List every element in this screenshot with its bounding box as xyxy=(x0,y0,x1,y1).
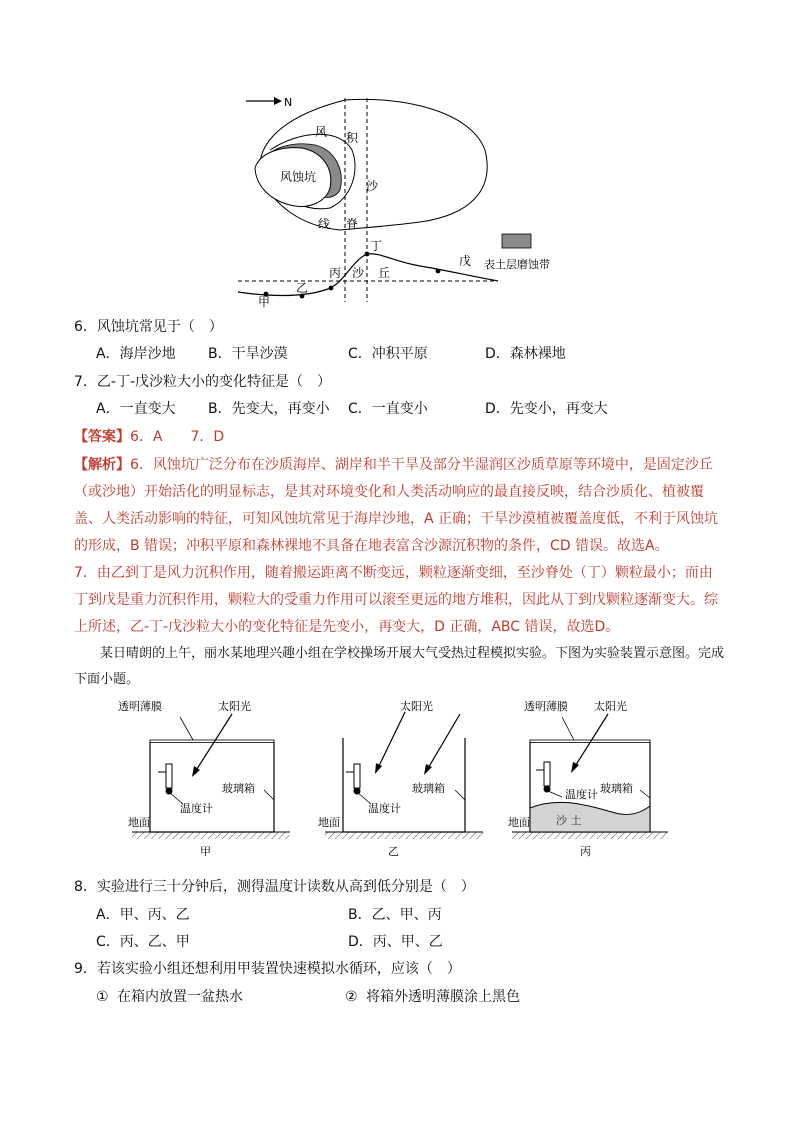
sand-soil xyxy=(530,802,650,832)
box-jia xyxy=(132,714,290,839)
point-wu xyxy=(436,269,441,274)
label-ji2: 脊 xyxy=(346,217,359,231)
name-bing: 丙 xyxy=(580,845,591,858)
q8-option-b[interactable]: B．乙、甲、丙 xyxy=(348,907,442,923)
thermometer-jia xyxy=(166,764,172,788)
thermo-label-bing: 温度计 xyxy=(565,788,598,801)
sunray-yi-1 xyxy=(378,712,405,768)
q8-option-a[interactable]: A．甲、丙、乙 xyxy=(96,907,190,923)
material-intro: 某日晴朗的上午，丽水某地理兴趣小组在学校操场开展大气受热过程模拟实验。下图为实验装置示意图。完成下面小题。 xyxy=(74,646,725,687)
label-yi: 乙 xyxy=(296,281,309,295)
label-wu: 戊 xyxy=(459,254,472,268)
legend-swatch xyxy=(502,234,531,248)
q7-option-d[interactable]: D．先变小，再变大 xyxy=(485,401,608,417)
box-yi xyxy=(325,712,483,839)
q7-option-c[interactable]: C．一直变小 xyxy=(348,401,428,417)
soil-label: 沙 土 xyxy=(556,814,582,827)
thermometer-bing xyxy=(544,762,550,786)
film-label-jia: 透明薄膜 xyxy=(118,700,162,713)
sunray-yi-2 xyxy=(427,714,460,770)
ground-bing xyxy=(512,832,668,839)
ground-yi xyxy=(325,832,483,839)
answer-text: 6．A 7．D xyxy=(130,429,225,445)
north-arrowhead xyxy=(274,97,282,105)
thermo-label-yi: 温度计 xyxy=(368,802,401,815)
label-feng: 风 xyxy=(315,125,328,139)
ground-jia xyxy=(132,832,290,839)
film-jia xyxy=(150,740,274,743)
analysis-p1 xyxy=(74,452,724,560)
sun-label-yi: 太阳光 xyxy=(400,700,433,713)
label-ji: 积 xyxy=(346,131,359,145)
label-jia: 甲 xyxy=(258,295,271,309)
label-pit: 风蚀坑 xyxy=(280,170,317,184)
analysis-p2: 7．由乙到丁是风力沉积作用，随着搬运距离不断变远，颗粒逐渐变细，至沙脊处（丁）颗粒最小；而由丁到戊是重力沉积作用，颗粒大的受重力作用可以滚至更远的地方堆积，因此从丁到戊颗粒逐渐变大。综上所述，乙-丁-戊沙粒大小的变化特征是先变小，再变大，D 正确，ABC 错误，故选D。 xyxy=(74,565,718,635)
q7-option-b[interactable]: B．先变大，再变小 xyxy=(208,401,330,417)
answer-tag: 【答案】 xyxy=(74,429,130,445)
label-xian: 线 xyxy=(318,217,331,231)
ground-label-bing: 地面 xyxy=(508,816,530,829)
q6-stem: 6．风蚀坑常见于（ ） xyxy=(74,319,223,335)
q7-stem: 7．乙-丁-戊沙粒大小的变化特征是（ ） xyxy=(74,374,332,390)
glass-label-yi: 玻璃箱 xyxy=(412,782,445,795)
q8-option-d[interactable]: D．丙、甲、乙 xyxy=(348,934,443,950)
q6-option-d[interactable]: D．森林裸地 xyxy=(485,346,566,362)
point-ding xyxy=(365,252,370,257)
wind-erosion-pit-figure xyxy=(228,88,568,310)
sun-label-bing: 太阳光 xyxy=(594,700,627,713)
point-bing xyxy=(329,286,334,291)
q9-item-1-number: ① xyxy=(96,989,109,1005)
label-sha2: 沙 xyxy=(352,266,365,280)
name-yi: 乙 xyxy=(388,845,399,858)
analysis-p1-text: 6．风蚀坑广泛分布在沙质海岸、湖岸和半干旱及部分半湿润区沙质草原等环境中，是固定沙丘（或沙地）开始活化的明显标志，是其对环境变化和人类活动响应的最直接反映，结合沙质化、植被覆盖、人类活动影响的特征，可知风蚀坑常见于海岸沙地，A 正确；干旱沙漠植被覆盖度低，不利于风蚀坑的形成，B 错误；冲积平原和森林裸地不具备在地表富含沙源沉积物的条件，CD 错误。故选A。 xyxy=(74,457,719,554)
box-bing xyxy=(512,714,668,839)
label-sha: 沙 xyxy=(366,179,379,193)
answer-line xyxy=(74,426,224,446)
sunray-jia xyxy=(195,714,232,772)
name-jia: 甲 xyxy=(200,845,211,858)
ground-label-jia: 地面 xyxy=(128,816,150,829)
q6-option-a[interactable]: A．海岸沙地 xyxy=(96,346,176,362)
q9-item-2[interactable] xyxy=(345,986,520,1006)
q9-item-1-text: 在箱内放置一盆热水 xyxy=(117,989,244,1005)
label-qiu: 丘 xyxy=(378,266,391,280)
q8-stem: 8．实验进行三十分钟后，测得温度计读数从高到低分别是（ ） xyxy=(74,879,475,895)
glass-label-jia: 玻璃箱 xyxy=(222,782,255,795)
glass-label-bing: 玻璃箱 xyxy=(600,782,633,795)
analysis-tag: 【解析】 xyxy=(74,457,130,473)
legend-label: 表土层磨蚀带 xyxy=(484,258,550,271)
sun-label-jia: 太阳光 xyxy=(218,700,251,713)
q9-item-2-number: ② xyxy=(345,989,358,1005)
thermometer-yi xyxy=(354,764,360,788)
q9-stem: 9．若该实验小组还想利用甲装置快速模拟水循环，应该（ ） xyxy=(74,961,461,977)
q7-option-a[interactable]: A．一直变大 xyxy=(96,401,176,417)
q6-option-b[interactable]: B．干旱沙漠 xyxy=(208,346,288,362)
label-bing: 丙 xyxy=(329,266,342,280)
thermo-label-jia: 温度计 xyxy=(180,802,213,815)
experiment-figure xyxy=(110,695,670,860)
q6-option-c[interactable]: C．冲积平原 xyxy=(348,346,428,362)
ground-label-yi: 地面 xyxy=(318,816,340,829)
q9-item-1[interactable] xyxy=(96,986,243,1006)
label-ding: 丁 xyxy=(370,239,383,253)
q9-item-2-text: 将箱外透明薄膜涂上黑色 xyxy=(366,989,521,1005)
north-label: N xyxy=(284,96,293,109)
film-label-bing: 透明薄膜 xyxy=(524,700,568,713)
q8-option-c[interactable]: C．丙、乙、甲 xyxy=(96,934,190,950)
